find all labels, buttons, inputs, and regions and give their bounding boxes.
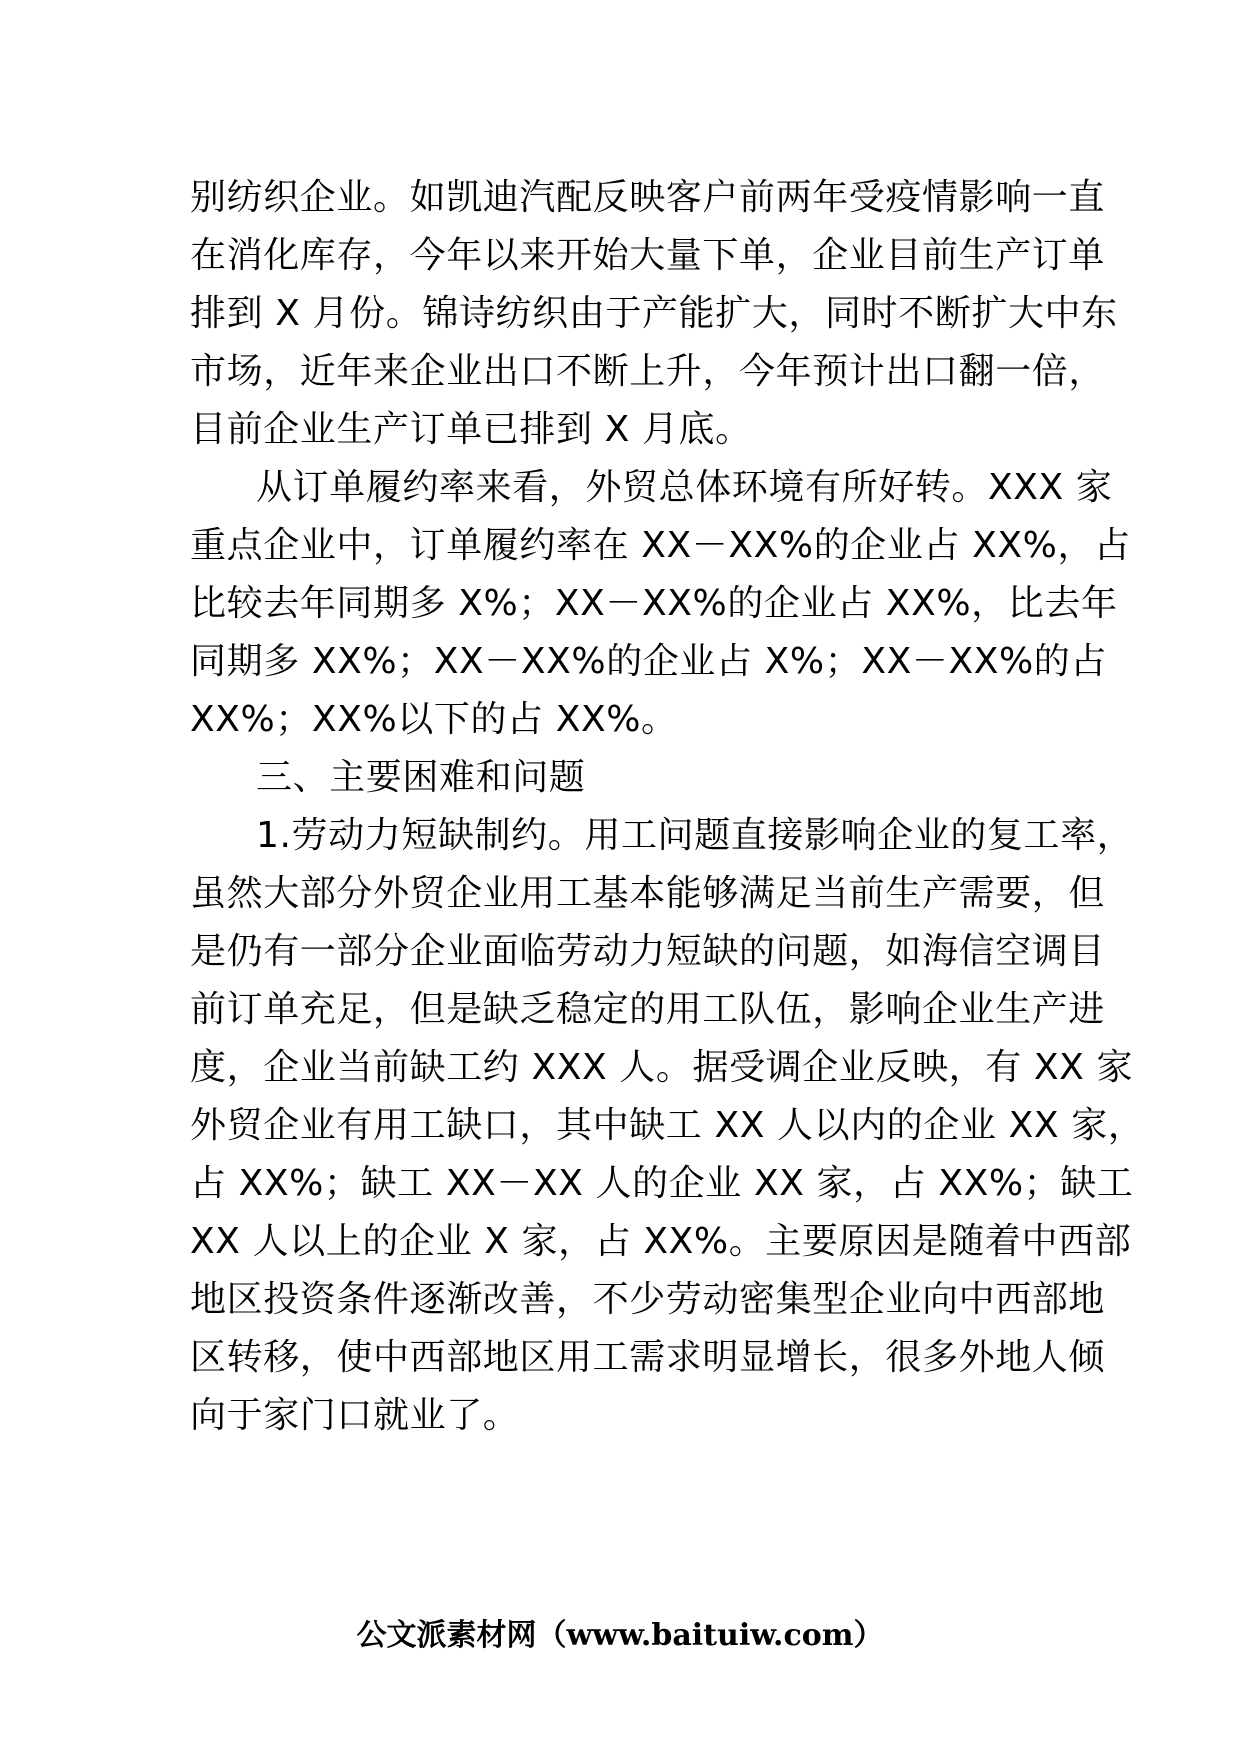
text-line: XX%；XX%以下的占 XX%。 bbox=[190, 699, 678, 740]
text-line: 是仍有一部分企业面临劳动力短缺的问题，如海信空调目 bbox=[190, 931, 1106, 972]
text-line: 外贸企业有用工缺口，其中缺工 XX 人以内的企业 XX 家， bbox=[190, 1105, 1145, 1146]
text-line: 市场，近年来企业出口不断上升，今年预计出口翻一倍， bbox=[190, 351, 1106, 392]
footer-watermark: 公文派素材网（www.baituiw.com） bbox=[356, 1618, 884, 1653]
text-line: 别纺织企业。如凯迪汽配反映客户前两年受疫情影响一直 bbox=[190, 177, 1106, 218]
text-line: 向于家门口就业了。 bbox=[190, 1395, 520, 1436]
text-line: 度，企业当前缺工约 XXX 人。据受调企业反映，有 XX 家 bbox=[190, 1047, 1134, 1088]
text-line: 在消化库存，今年以来开始大量下单，企业目前生产订单 bbox=[190, 235, 1106, 276]
text-line: XX 人以上的企业 X 家，占 XX%。主要原因是随着中西部 bbox=[190, 1221, 1132, 1262]
text-line: 虽然大部分外贸企业用工基本能够满足当前生产需要，但 bbox=[190, 873, 1106, 914]
text-line: 同期多 XX%；XX－XX%的企业占 X%；XX－XX%的占 bbox=[190, 641, 1107, 682]
text-line: 地区投资条件逐渐改善，不少劳动密集型企业向中西部地 bbox=[190, 1279, 1106, 1320]
paragraph-start: 从订单履约率来看，外贸总体环境有所好转。XXX 家 bbox=[256, 467, 1113, 508]
text-line: 区转移，使中西部地区用工需求明显增长，很多外地人倾 bbox=[190, 1337, 1106, 1378]
text-line: 排到 X 月份。锦诗纺织由于产能扩大，同时不断扩大中东 bbox=[190, 293, 1118, 334]
text-line: 占 XX%；缺工 XX－XX 人的企业 XX 家，占 XX%；缺工 bbox=[190, 1163, 1134, 1204]
section-heading: 三、主要困难和问题 bbox=[256, 757, 586, 798]
text-line: 比较去年同期多 X%；XX－XX%的企业占 XX%，比去年 bbox=[190, 583, 1118, 624]
text-line: 目前企业生产订单已排到 X 月底。 bbox=[190, 409, 752, 450]
text-line: 重点企业中，订单履约率在 XX－XX%的企业占 XX%，占 bbox=[190, 525, 1131, 566]
paragraph-start: 1.劳动力短缺制约。用工问题直接影响企业的复工率， bbox=[256, 815, 1134, 856]
text-line: 前订单充足，但是缺乏稳定的用工队伍，影响企业生产进 bbox=[190, 989, 1106, 1030]
